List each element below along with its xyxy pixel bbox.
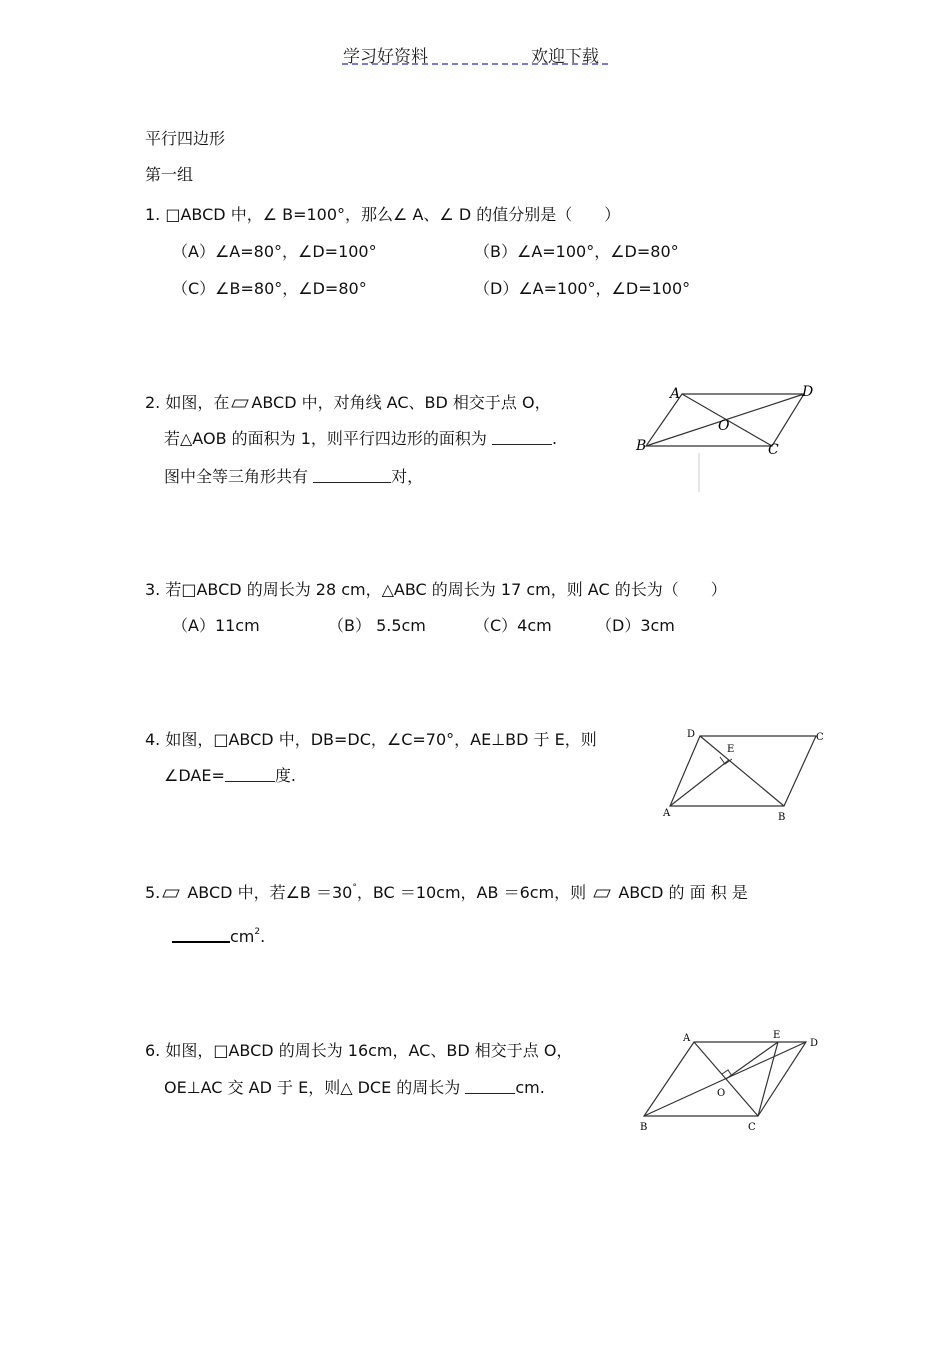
q1-option-a: （A）∠A=80°，∠D=100° (172, 242, 377, 261)
q2-number: 2. (145, 393, 161, 412)
q6-label-a: A (683, 1033, 691, 1044)
q4-line2-pre: ∠DAE= (164, 766, 225, 785)
q4-label-e: E (727, 744, 735, 755)
q4-label-c: C (816, 732, 824, 743)
header-right-text: 欢迎下载 (531, 47, 599, 67)
q5-end: . (260, 927, 266, 946)
q4-answer-blank[interactable] (225, 767, 275, 782)
q3-option-b: （B） 5.5cm (328, 616, 426, 635)
q4-figure (656, 722, 836, 827)
q6-label-c: C (748, 1122, 756, 1133)
header-left-text: 学习好资料 (343, 47, 428, 67)
q4-line2 (164, 763, 296, 786)
q4-label-d: D (687, 729, 696, 740)
q4-label-a: A (663, 808, 671, 819)
q2-answer-blank-count[interactable] (313, 468, 391, 483)
parallelogram-icon (593, 889, 611, 898)
q6-label-e: E (773, 1030, 781, 1041)
q6-figure (636, 1024, 826, 1136)
q4-line2-end: 度. (274, 766, 296, 785)
q5-unit: cm (230, 927, 255, 946)
parallelogram-icon (231, 399, 249, 408)
q6-answer-blank[interactable] (465, 1079, 515, 1094)
q5-part3: ABCD 的 面 积 是 (618, 883, 748, 902)
q6-line2-pre: OE⊥AC 交 AD 于 E，则△ DCE 的周长为 (164, 1078, 466, 1097)
q6-label-b: B (640, 1122, 648, 1133)
q3-stem: 3. 若□ABCD 的周长为 28 cm，△ABC 的周长为 17 cm，则 AC 的长为（ ） (145, 580, 727, 599)
q2-line3-text: 图中全等三角形共有 (164, 467, 314, 486)
q6-label-d: D (810, 1038, 819, 1049)
q1-option-c: （C）∠B=80°，∠D=80° (172, 279, 367, 298)
q2-line3 (164, 464, 423, 487)
q2-figure (632, 378, 822, 498)
q2-line3-end: 对， (391, 467, 424, 486)
q5-part1: ABCD 中，若∠B ＝30 (187, 883, 353, 902)
q2-line2-text: 若△AOB 的面积为 1，则平行四边形的面积为 (164, 429, 492, 448)
q3-option-c: （C）4cm (474, 616, 552, 635)
q5-unit-superscript: 2 (254, 927, 261, 937)
q1-stem: 1. □ABCD 中，∠ B=100°，那么∠ A、∠ D 的值分别是（ ） (145, 205, 621, 224)
q5-part2: ，BC ＝10cm，AB ＝6cm，则 (356, 883, 587, 902)
q6-line2 (164, 1075, 545, 1098)
q5-degree: ° (352, 883, 357, 893)
q3-option-d: （D）3cm (596, 616, 675, 635)
q5-line1 (145, 880, 748, 903)
q2-answer-blank-area[interactable] (492, 430, 552, 445)
q2-label-a: A (670, 386, 681, 402)
q1-option-b: （B）∠A=100°，∠D=80° (474, 242, 679, 261)
header-dashed-rule (342, 63, 608, 65)
section-title: 平行四边形 (145, 129, 226, 148)
q2-line1 (145, 390, 551, 413)
q2-line2 (164, 426, 557, 449)
q6-line2-end: cm. (515, 1078, 545, 1097)
q2-line2-end: . (551, 429, 558, 448)
q2-label-c: C (768, 442, 779, 458)
q2-label-b: B (636, 438, 647, 454)
q5-answer-blank[interactable] (172, 927, 230, 943)
q2-line1-pre: 如图，在 (165, 393, 230, 412)
q3-option-a: （A）11cm (172, 616, 260, 635)
q4-line1: 4. 如图，□ABCD 中，DB=DC，∠C=70°，AE⊥BD 于 E，则 (145, 730, 597, 749)
group-title: 第一组 (145, 165, 194, 184)
q2-label-d: D (802, 384, 814, 400)
q2-line1-post: ABCD 中，对角线 AC、BD 相交于点 O， (251, 393, 551, 412)
q1-option-d: （D）∠A=100°，∠D=100° (474, 279, 691, 298)
q4-label-b: B (778, 812, 786, 823)
q6-line1: 6. 如图，□ABCD 的周长为 16cm，AC、BD 相交于点 O， (145, 1041, 573, 1060)
q6-label-o: O (717, 1088, 726, 1099)
parallelogram-icon (162, 889, 180, 898)
q5-line2 (172, 927, 265, 946)
q5-number: 5. (145, 883, 161, 902)
q2-label-o: O (718, 418, 730, 434)
